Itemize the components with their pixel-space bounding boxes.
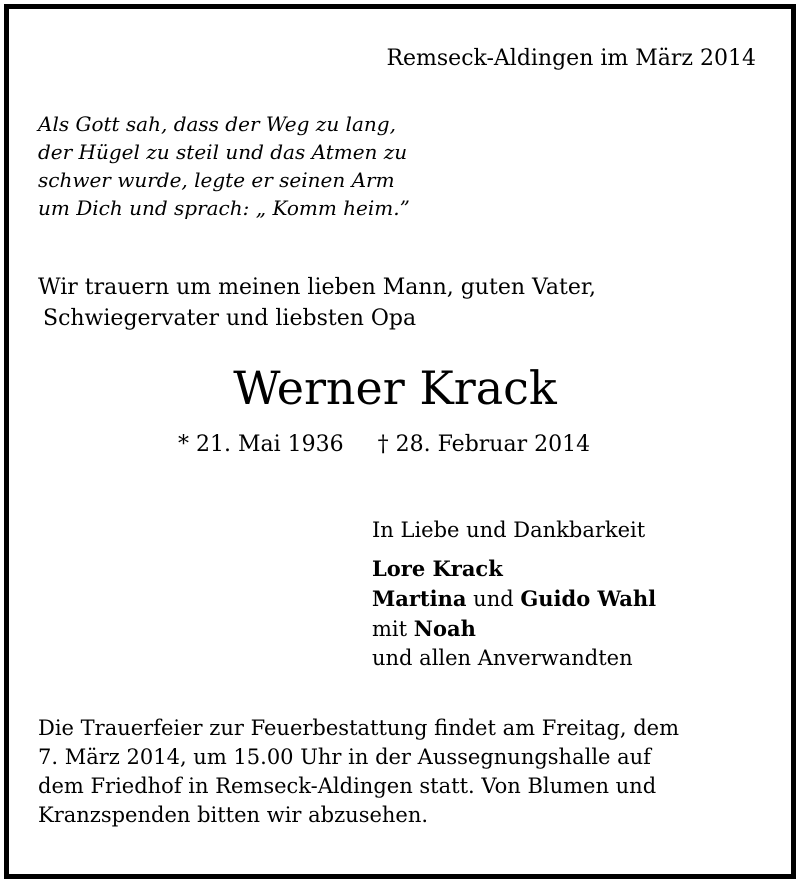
family-name: Martina	[372, 586, 467, 611]
family-name: Noah	[413, 616, 476, 641]
intro-line: Schwiegervater und liebsten Opa	[43, 306, 417, 331]
connector-text: und	[473, 587, 514, 611]
funeral-line: 7. März 2014, um 15.00 Uhr in der Aussegnungshalle auf	[38, 745, 651, 769]
closing-phrase: In Liebe und Dankbarkeit	[372, 518, 646, 542]
poem-line: schwer wurde, legte er seinen Arm	[38, 168, 395, 192]
family-name: Lore Krack	[372, 556, 503, 581]
birth-date: * 21. Mai 1936	[178, 432, 344, 457]
family-line	[372, 584, 656, 614]
connector-text: mit	[372, 617, 408, 641]
family-line	[372, 614, 656, 644]
poem-line: Als Gott sah, dass der Weg zu lang,	[38, 112, 396, 136]
funeral-line: dem Friedhof in Remseck-Aldingen statt. Von Blumen und	[38, 774, 657, 798]
funeral-line: Die Trauerfeier zur Feuerbestattung findet am Freitag, dem	[38, 716, 679, 740]
funeral-line: Kranzspenden bitten wir abzusehen.	[38, 803, 429, 827]
poem-line: um Dich und sprach: „ Komm heim.”	[38, 196, 410, 220]
family-name: Guido Wahl	[520, 586, 657, 611]
poem	[38, 110, 410, 222]
family-line	[372, 554, 656, 584]
intro-line: Wir trauern um meinen lieben Mann, guten Vater,	[38, 275, 596, 300]
mourning-intro	[38, 272, 596, 334]
life-dates	[178, 432, 590, 457]
family-signature	[372, 516, 656, 673]
funeral-info	[38, 714, 679, 830]
deceased-name: Werner Krack	[233, 361, 557, 415]
poem-line: der Hügel zu steil und das Atmen zu	[38, 140, 408, 164]
place-date: Remseck-Aldingen im März 2014	[386, 46, 756, 71]
death-date: † 28. Februar 2014	[377, 432, 591, 457]
family-line: und allen Anverwandten	[372, 646, 633, 670]
